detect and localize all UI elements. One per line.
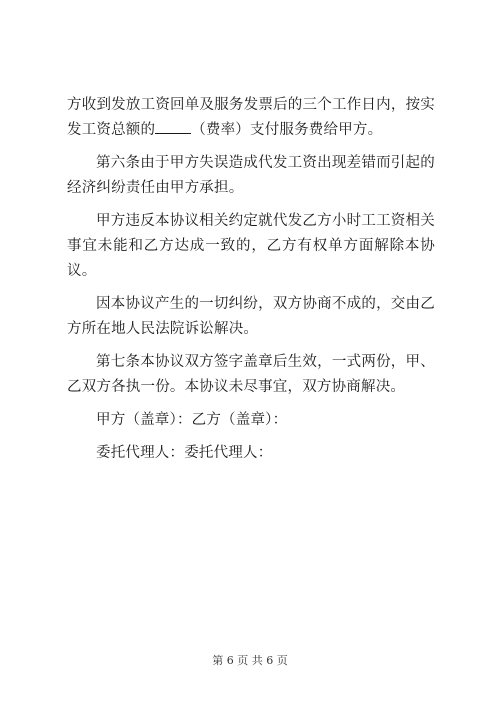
fee-rate-blank xyxy=(155,119,191,134)
document-body xyxy=(67,93,435,474)
page-number: 第 6 页 共 6 页 xyxy=(212,654,288,667)
paragraph-service-fee-text-1: 方收到发放工资回单及服务发票后的三个工作日内，按实发工资总额的 xyxy=(67,97,435,138)
paragraph-article-six: 第六条由于甲方失误造成代发工资出现差错而引起的经济纠纷责任由甲方承担。 xyxy=(67,155,435,196)
page-footer xyxy=(0,652,500,668)
paragraph-dispute: 因本协议产生的一切纠纷，双方协商不成的，交由乙方所在地人民法院诉讼解决。 xyxy=(67,296,435,337)
paragraph-termination: 甲方违反本协议相关约定就代发乙方小时工工资相关事宜未能和乙方达成一致的，乙方有权单方面解除本协议。 xyxy=(67,213,435,279)
paragraph-service-fee xyxy=(67,93,435,143)
signature-seal-line: 甲方（盖章）：乙方（盖章）： xyxy=(96,412,288,428)
paragraph-service-fee-text-2: （费率）支付服务费给甲方。 xyxy=(191,122,383,138)
paragraph-article-seven: 第七条本协议双方签字盖章后生效，一式两份，甲、乙双方各执一份。本协议未尽事宜，双方协商解决。 xyxy=(67,354,435,395)
signature-agent-line: 委托代理人：委托代理人： xyxy=(96,445,273,461)
